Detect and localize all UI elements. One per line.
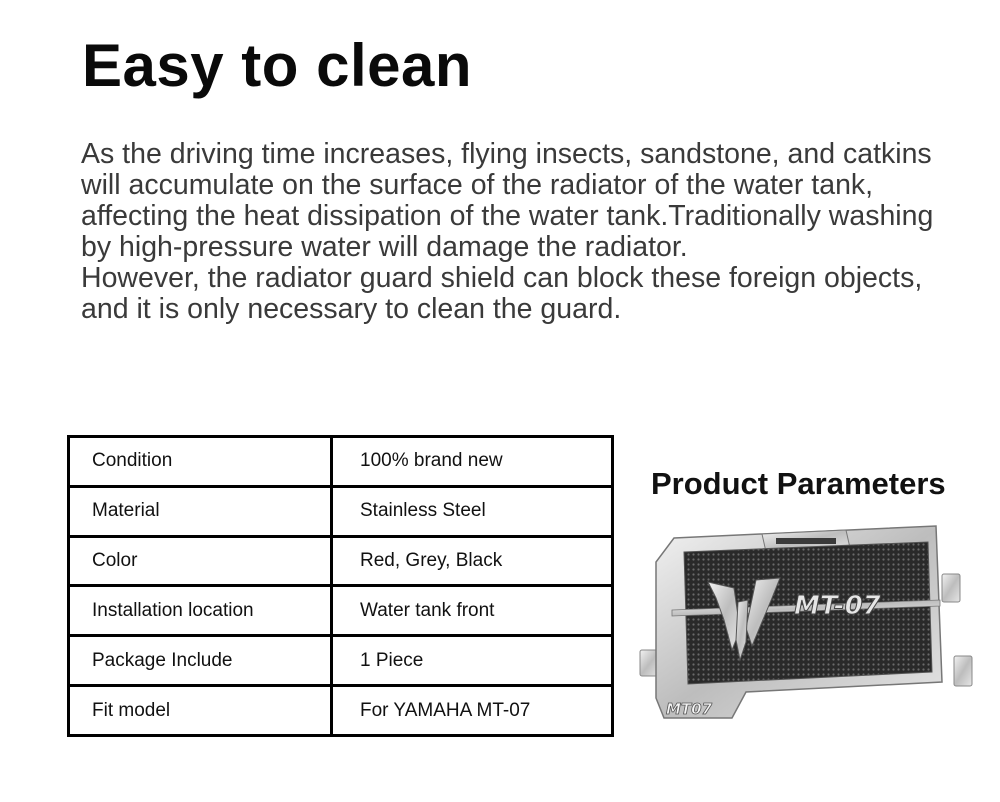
page-title: Easy to clean <box>82 32 473 99</box>
table-row <box>69 437 613 487</box>
product-parameters-title: Product Parameters <box>651 466 946 501</box>
table-row <box>69 536 613 586</box>
param-label: Material <box>69 486 332 536</box>
radiator-guard-icon <box>636 522 976 722</box>
table-row <box>69 636 613 686</box>
param-label: Color <box>69 536 332 586</box>
description-paragraph-1: As the driving time increases, flying insects, sandstone, and catkins will accumulate on the surface of the radiator of the water tank, affecting the heat dissipation of the water tank.Traditionally washing by high-pressure water will damage the radiator. <box>81 138 934 263</box>
mt07-logo-text: MT-07 <box>794 591 881 621</box>
param-label: Package Include <box>69 636 332 686</box>
param-label: Fit model <box>69 686 332 736</box>
param-value: Water tank front <box>332 586 613 636</box>
table-row <box>69 486 613 536</box>
table-row <box>69 686 613 736</box>
product-parameters-table <box>67 435 614 737</box>
param-value: Red, Grey, Black <box>332 536 613 586</box>
mt07-plate-text: MT07 <box>666 700 713 718</box>
param-label: Condition <box>69 437 332 487</box>
radiator-guard-image <box>636 522 976 722</box>
param-value: Stainless Steel <box>332 486 613 536</box>
description-paragraph-2: However, the radiator guard shield can block these foreign objects, and it is only necessary to clean the guard. <box>81 262 923 325</box>
param-value: 100% brand new <box>332 437 613 487</box>
description <box>81 139 961 325</box>
param-value: 1 Piece <box>332 636 613 686</box>
param-label: Installation location <box>69 586 332 636</box>
param-value: For YAMAHA MT-07 <box>332 686 613 736</box>
table-row <box>69 586 613 636</box>
